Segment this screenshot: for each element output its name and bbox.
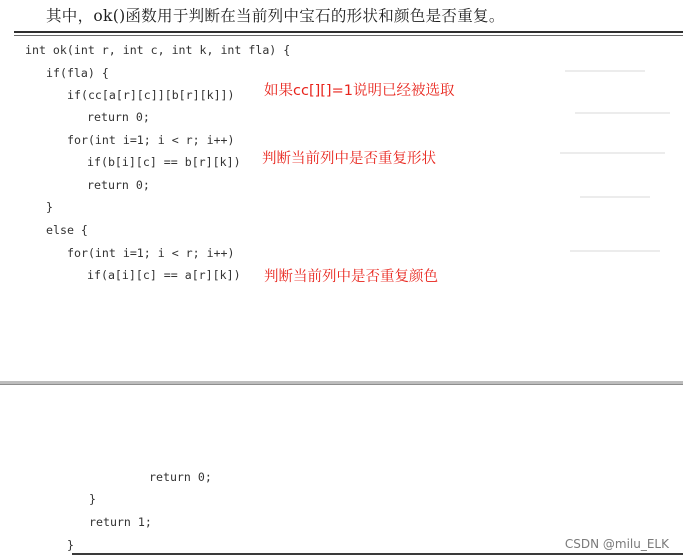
- code-line: return 0;: [87, 178, 150, 192]
- bleed-mark: [570, 250, 660, 252]
- annotation-note: 判断当前列中是否重复颜色: [264, 269, 438, 285]
- heading-text: 其中，ok()函数用于判断在当前列中宝石的形状和颜色是否重复。: [46, 7, 505, 25]
- bottom-rule: [72, 553, 683, 555]
- code-line: int ok(int r, int c, int k, int fla) {: [25, 43, 291, 57]
- code-line: }: [46, 200, 53, 214]
- annotation-note: 如果cc[][]=1说明已经被选取: [264, 83, 455, 99]
- bleed-mark: [575, 112, 670, 114]
- code-line: if(a[i][c] == a[r][k]): [87, 268, 241, 282]
- bleed-mark: [560, 152, 665, 154]
- code-line: if(cc[a[r][c]][b[r][k]]): [67, 88, 235, 102]
- code-line: if(b[i][c] == b[r][k]): [87, 155, 241, 169]
- code-line: return 1;: [89, 515, 152, 529]
- code-line: for(int i=1; i < r; i++): [67, 133, 235, 147]
- bleed-mark: [565, 70, 645, 72]
- code-line: }: [67, 538, 74, 552]
- annotation-note: 判断当前列中是否重复形状: [262, 151, 436, 167]
- code-line: for(int i=1; i < r; i++): [67, 246, 235, 260]
- top-rule-thin: [14, 35, 683, 36]
- watermark-text: CSDN @milu_ELK: [564, 537, 669, 551]
- bleed-mark: [580, 196, 650, 198]
- code-line: return 0;: [149, 470, 212, 484]
- code-line: else {: [46, 223, 88, 237]
- section-divider-line: [0, 384, 683, 385]
- code-line: if(fla) {: [46, 66, 109, 80]
- code-line: return 0;: [87, 110, 150, 124]
- top-rule-thick: [14, 31, 683, 33]
- code-line: }: [89, 492, 96, 506]
